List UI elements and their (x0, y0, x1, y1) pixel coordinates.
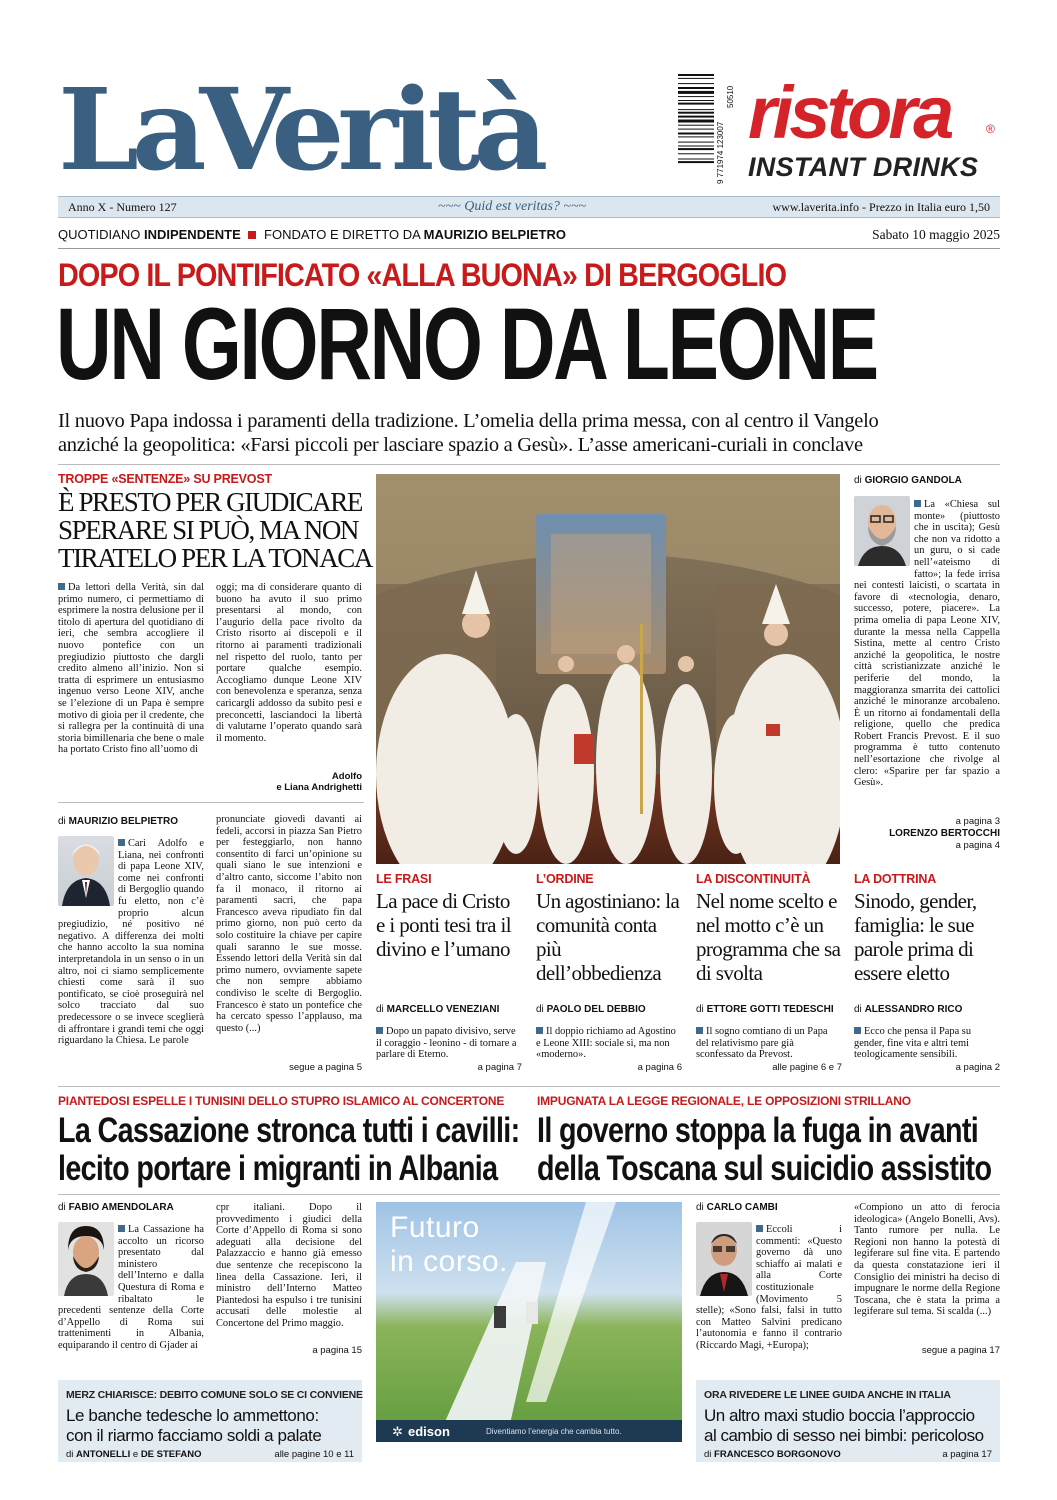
motto-flourish-right: ~~~ (559, 199, 587, 214)
barcode-number: 9 771974 123007 (716, 121, 725, 184)
site-price: www.laverita.info - Prezzo in Italia euro 1,50 (772, 200, 990, 214)
barcode-bar (678, 133, 714, 135)
edison-brand: edison (408, 1424, 450, 1439)
cassazione-headline[interactable]: La Cassazione stronca tutti i cavilli: lecito portare i migranti in Albania (58, 1111, 520, 1188)
belpietro-ref[interactable]: segue a pagina 5 (289, 1062, 362, 1073)
feature-text: Dopo un papato divisivo, serve il coraggio - leonino - di tornare a parlare di Eterno. (376, 1026, 517, 1061)
feature-title: Sinodo, gender, famiglia: le sue parole prima di essere eletto (854, 889, 977, 985)
motto: ~~~ Quid est veritas? ~~~ (438, 199, 587, 214)
belpietro-byline[interactable]: di MAURIZIO BELPIETRO (58, 816, 179, 827)
edison-ad[interactable] (376, 1202, 682, 1442)
edison-logo-icon: ✲ (392, 1424, 403, 1439)
barcode-bar (678, 96, 714, 97)
cambi-byline[interactable]: di CARLO CAMBI (696, 1202, 778, 1213)
editorial-title[interactable]: È PRESTO PER GIUDICARE SPERARE SI PUÒ, MA NON TIRATELO PER LA TONACA (58, 487, 372, 573)
belpietro-col-2: pronunciate giovedì davanti ai fedeli, accorsi in piazza San Pietro per festeggiarlo, non hanno consentito di farci un’opinione su quali siano le sue intenzioni e d’altro canto, siccome l’abito non fa il monaco, il ritorno ai paramenti sacri, che papa Francesco aveva ripudiato fin dal primo giorno, non può certo da solo costituire la chiave per capire quali saranno le sue mosse. Essendo lettori della Verità sin dal primo numero, ovviamente sapete che non sempre abbiamo condiviso le scelte di Bergoglio. Francesco è stato un pontefice che ha cercato spesso l’applauso, ma questo (...) (216, 814, 362, 1034)
photo-wrap-space (854, 499, 914, 569)
banche-ref: alle pagine 10 e 11 (274, 1449, 354, 1460)
barcode-bar (678, 109, 714, 110)
barcode-bar (678, 142, 714, 143)
editorial-signature: Adolfo e Liana Andrighetti (276, 771, 362, 793)
sesso-box[interactable] (696, 1380, 1000, 1462)
sistine-chapel-photo (376, 474, 840, 864)
sesso-kicker: ORA RIVEDERE LE LINEE GUIDA ANCHE IN ITALIA (704, 1389, 951, 1401)
lead-rule (58, 464, 1000, 465)
banche-kicker: MERZ CHIARISCE: DEBITO COMUNE SOLO SE CI CONVIENE (66, 1389, 363, 1401)
section-rule (58, 1086, 1000, 1087)
gandola-byline[interactable]: di GIORGIO GANDOLA (854, 475, 962, 486)
feature-ref: a pagina 7 (477, 1062, 522, 1073)
edison-line-1: Futuro (390, 1211, 480, 1244)
feature-byline: di ETTORE GOTTI TEDESCHI (696, 1004, 834, 1015)
feature-kicker: LA DOTTRINA (854, 872, 937, 886)
feature-byline: di MARCELLO VENEZIANI (376, 1004, 500, 1015)
feature-title: La pace di Cristo e i ponti tesi tra il divino e l’umano (376, 889, 511, 961)
issue-date: Sabato 10 maggio 2025 (872, 227, 1000, 242)
toscana-kicker: IMPUGNATA LA LEGGE REGIONALE, LE OPPOSIZIONI STRILLANO (537, 1094, 911, 1108)
barcode-bar (678, 116, 714, 118)
toscana-col-1: Eccoli i commenti: «Questo governo dà uno schiaffo ai malati e alla Corte costituzionale (Movimento 5 stelle); «Sono falsi, falsi in tutto con Matteo Salvini predicano l’autonomia e fanno il contrario (Riccardo Magi, +Europa); (696, 1224, 842, 1351)
barcode (676, 72, 738, 190)
lead-standfirst: Il nuovo Papa indossa i paramenti della tradizione. L’omelia della prima messa, con al centro il Vangelo anziché la geopolitica: «Farsi piccoli per lasciare spazio a Gesù». L’asse americani-curiali in conclave (58, 410, 879, 456)
bullet-square (118, 1225, 125, 1232)
cassazione-col-2: cpr italiani. Dopo il provvedimento i giudici della Corte d’Appello di Roma si sono adeguati alla decisione del Palazzaccio e hanno già emesso due sentenze che recepiscono la linea della Cassazione. Ieri, il ministro dell’Interno Matteo Piantedosi ha espulso i tre tunisini accusati delle molestie al Concertone del Primo maggio. (216, 1202, 362, 1329)
sesso-byline: di FRANCESCO BORGONOVO (704, 1449, 841, 1460)
toscana-ref[interactable]: segue a pagina 17 (921, 1345, 1000, 1356)
ristora-reg: ® (986, 122, 995, 136)
barcode-bar (678, 161, 714, 163)
barcode-bar (678, 103, 714, 105)
barcode-bar (678, 112, 714, 114)
barcode-issue: 50510 (726, 85, 735, 108)
feature-ref: a pagina 6 (637, 1062, 682, 1073)
banche-byline: di ANTONELLI e DE STEFANO (66, 1449, 202, 1460)
barcode-bar (678, 146, 714, 147)
ristora-ad[interactable] (748, 71, 1000, 186)
toscana-col-2: «Compiono un atto di ferocia ideologica» (Angelo Bonelli, Avs). Tanto rumore per nulla. Le Regioni non hanno la potestà di legiferare sul fine vita. E partendo da questa constatazione ieri il Consiglio dei ministri ha deciso di impugnare le norme della Regione Toscana, che è stata la prima a legiferare sul tema. Si scalda (...) (854, 1202, 1000, 1318)
bullet-square (914, 500, 921, 507)
barcode-bar (678, 91, 714, 94)
feature-kicker: LA DISCONTINUITÀ (696, 872, 811, 886)
feature-byline: di PAOLO DEL DEBBIO (536, 1004, 646, 1015)
photo-wrap-space (58, 838, 118, 910)
photo-wrap-space (696, 1224, 756, 1298)
tagline-square (248, 231, 256, 239)
bertocchi-author[interactable]: LORENZO BERTOCCHI (889, 828, 1000, 839)
lead-kicker[interactable]: DOPO IL PONTIFICATO «ALLA BUONA» DI BERGOGLIO (58, 257, 787, 293)
masthead-rule (58, 248, 1000, 249)
feature-title: Nel nome scelto e nel motto c’è un programma che sa di svolta (696, 889, 841, 985)
edison-line-2: in corso. (390, 1245, 508, 1278)
barcode-bar (678, 74, 714, 76)
barcode-bar (678, 78, 714, 79)
feature-kicker: L’ORDINE (536, 872, 594, 886)
barcode-bar (678, 129, 714, 130)
bullet-square (58, 583, 65, 590)
lead-headline[interactable]: UN GIORNO DA LEONE (56, 288, 877, 402)
cassazione-kicker: PIANTEDOSI ESPELLE I TUNISINI DELLO STUPRO ISLAMICO AL CONCERTONE (58, 1094, 505, 1108)
barcode-bar (678, 125, 714, 126)
editorial-col-2: oggi; ma di considerare quanto di buono ha avuto il suo primo presentarsi al mondo, con l’augurio della pace rivolto da Cristo risorto ai discepoli e il ritorno ai paramenti tradizionali nel rispetto del ruolo, tanto per portare qualche esempio. Accogliamo dunque Leone XIV con benevolenza e speranza, senza caricargli addosso da subito pesi e preconcetti, lasciandoci la libertà di valutarne l’operato quando sarà il momento. (216, 582, 362, 744)
masthead-logo[interactable]: LaVerità (58, 65, 542, 196)
stories-rule (58, 1194, 1000, 1195)
sesso-title: Un altro maxi studio boccia l’approccio al cambio di sesso nei bimbi: pericoloso (704, 1406, 984, 1445)
ristora-sub: INSTANT DRINKS (748, 152, 979, 182)
mass-photo-image (376, 474, 840, 864)
issue-number: Anno X - Numero 127 (68, 200, 177, 214)
info-bar (58, 196, 1000, 218)
barcode-bar (678, 100, 714, 101)
barcode-bar (678, 136, 714, 137)
photo-wrap-space (58, 1224, 118, 1298)
feature-ref: a pagina 2 (955, 1062, 1000, 1073)
bullet-square (756, 1225, 763, 1232)
toscana-headline[interactable]: Il governo stoppa la fuga in avanti della Toscana sul suicidio assistito (537, 1111, 992, 1188)
editorial-col-1: Da lettori della Verità, sin dal primo numero, ci permettiamo di esprimere la nostra delusione per il titolo di apertura del quotidiano di ieri, che sembra accogliere il nuovo pontefice con un pregiudizio piuttosto che dargli credito almeno all’inizio. Non si tratta di esprimere un entusiasmo ingenuo verso Leone XIV, anche se l’elezione di un Papa è sempre motivo di gioia per il credente, che si rallegra per la continuità di una storia bimillenaria che bene o male ha portato Cristo fino all’uomo di (58, 582, 204, 756)
barcode-bar (678, 159, 714, 160)
cassazione-col-1: La Cassazione ha accolto un ricorso presentato dal ministero dell’Interno e dalla Questura di Roma e ribaltato le precedenti sentenze della Corte d’Appello di Roma sui trattenimenti in Albania, equiparando il centro di Gjader ai (58, 1224, 204, 1351)
sesso-ref: a pagina 17 (942, 1449, 992, 1460)
tagline: QUOTIDIANO INDIPENDENTE FONDATO E DIRETTO DA MAURIZIO BELPIETRO (58, 227, 566, 242)
gandola-text: La «Chiesa sul monte» (piuttosto che in uscita); Gesù che non va ridotto a un guru, o si cade nell’«ateismo di fatto»; la fede irrisa nei contesti laicisti, o scartata in favore di «tecnologia, denaro, successo, potere, piacere». La prima omelia di papa Leone XIV, durante la messa nella Cappella Sistina, mette al centro Cristo anziché la geopolitica, le nostre città scristianizzate anziché le periferie del mondo, la maggioranza smarrita dei cattolici anziché le minoranze arcobaleno. È un ritorno ai fondamentali della religione, quello che predica Robert Francis Prevost. E il suo programma è tutto contenuto nell’esortazione che rivolge al clero: «Sparire per far spazio a Gesù». (854, 499, 1000, 789)
bullet-square (118, 839, 125, 846)
feature-text: Il sogno comtiano di un Papa del relativismo pare già sconfessato da Prevost. (696, 1026, 828, 1061)
editorial-kicker: TROPPE «SENTENZE» SU PREVOST (58, 472, 272, 486)
barcode-bar (678, 153, 714, 154)
barcode-bar (678, 148, 714, 150)
feature-title: Un agostiniano: la comunità conta più dell’obbedienza (536, 889, 680, 985)
belpietro-col-1: Cari Adolfo e Liana, nei confronti di papa Leone XIV, come nei confronti di Bergoglio quando fu eletto, non c’è proprio alcun pregiudizio, né positivo né negativo. A differenza dei molti che hanno accolto la sua nomina interpretandola in un senso o in un altro, noi ci siamo semplicemente chiesti come sarà il suo pontificato, se cioè proseguirà nel solco tracciato dal suo predecessore o se invece sceglierà di affrontare i grandi temi che oggi riguardano la Chiesa. Le parole (58, 838, 204, 1047)
feature-byline: di ALESSANDRO RICO (854, 1004, 963, 1015)
cassazione-ref[interactable]: a pagina 15 (312, 1345, 362, 1356)
editorial-rule (58, 802, 364, 803)
barcode-bar (678, 83, 714, 84)
feature-text: Il doppio richiamo ad Agostino e Leone XIII: sociale sì, ma non «moderno». (536, 1026, 676, 1061)
feature-kicker: LE FRASI (376, 872, 432, 886)
gandola-ref[interactable]: a pagina 3 (955, 816, 1000, 827)
edison-claim: Diventiamo l’energia che cambia tutto. (486, 1427, 622, 1436)
banche-box[interactable] (58, 1380, 362, 1462)
ristora-brand: ristora (748, 71, 951, 154)
banche-title: Le banche tedesche lo ammettono: con il riarmo facciamo soldi a palate (66, 1406, 322, 1445)
feature-text: Ecco che pensa il Papa su gender, fine vita e altri temi teologicamente sensibili. (854, 1026, 972, 1061)
barcode-bar (678, 87, 714, 89)
bertocchi-ref[interactable]: a pagina 4 (955, 840, 1000, 851)
amendolara-byline[interactable]: di FABIO AMENDOLARA (58, 1202, 174, 1213)
lead-headline-wrap (56, 290, 1057, 402)
barcode-bar (678, 120, 714, 123)
feature-ref: alle pagine 6 e 7 (772, 1062, 842, 1073)
motto-flourish-left: ~~~ (438, 199, 465, 214)
